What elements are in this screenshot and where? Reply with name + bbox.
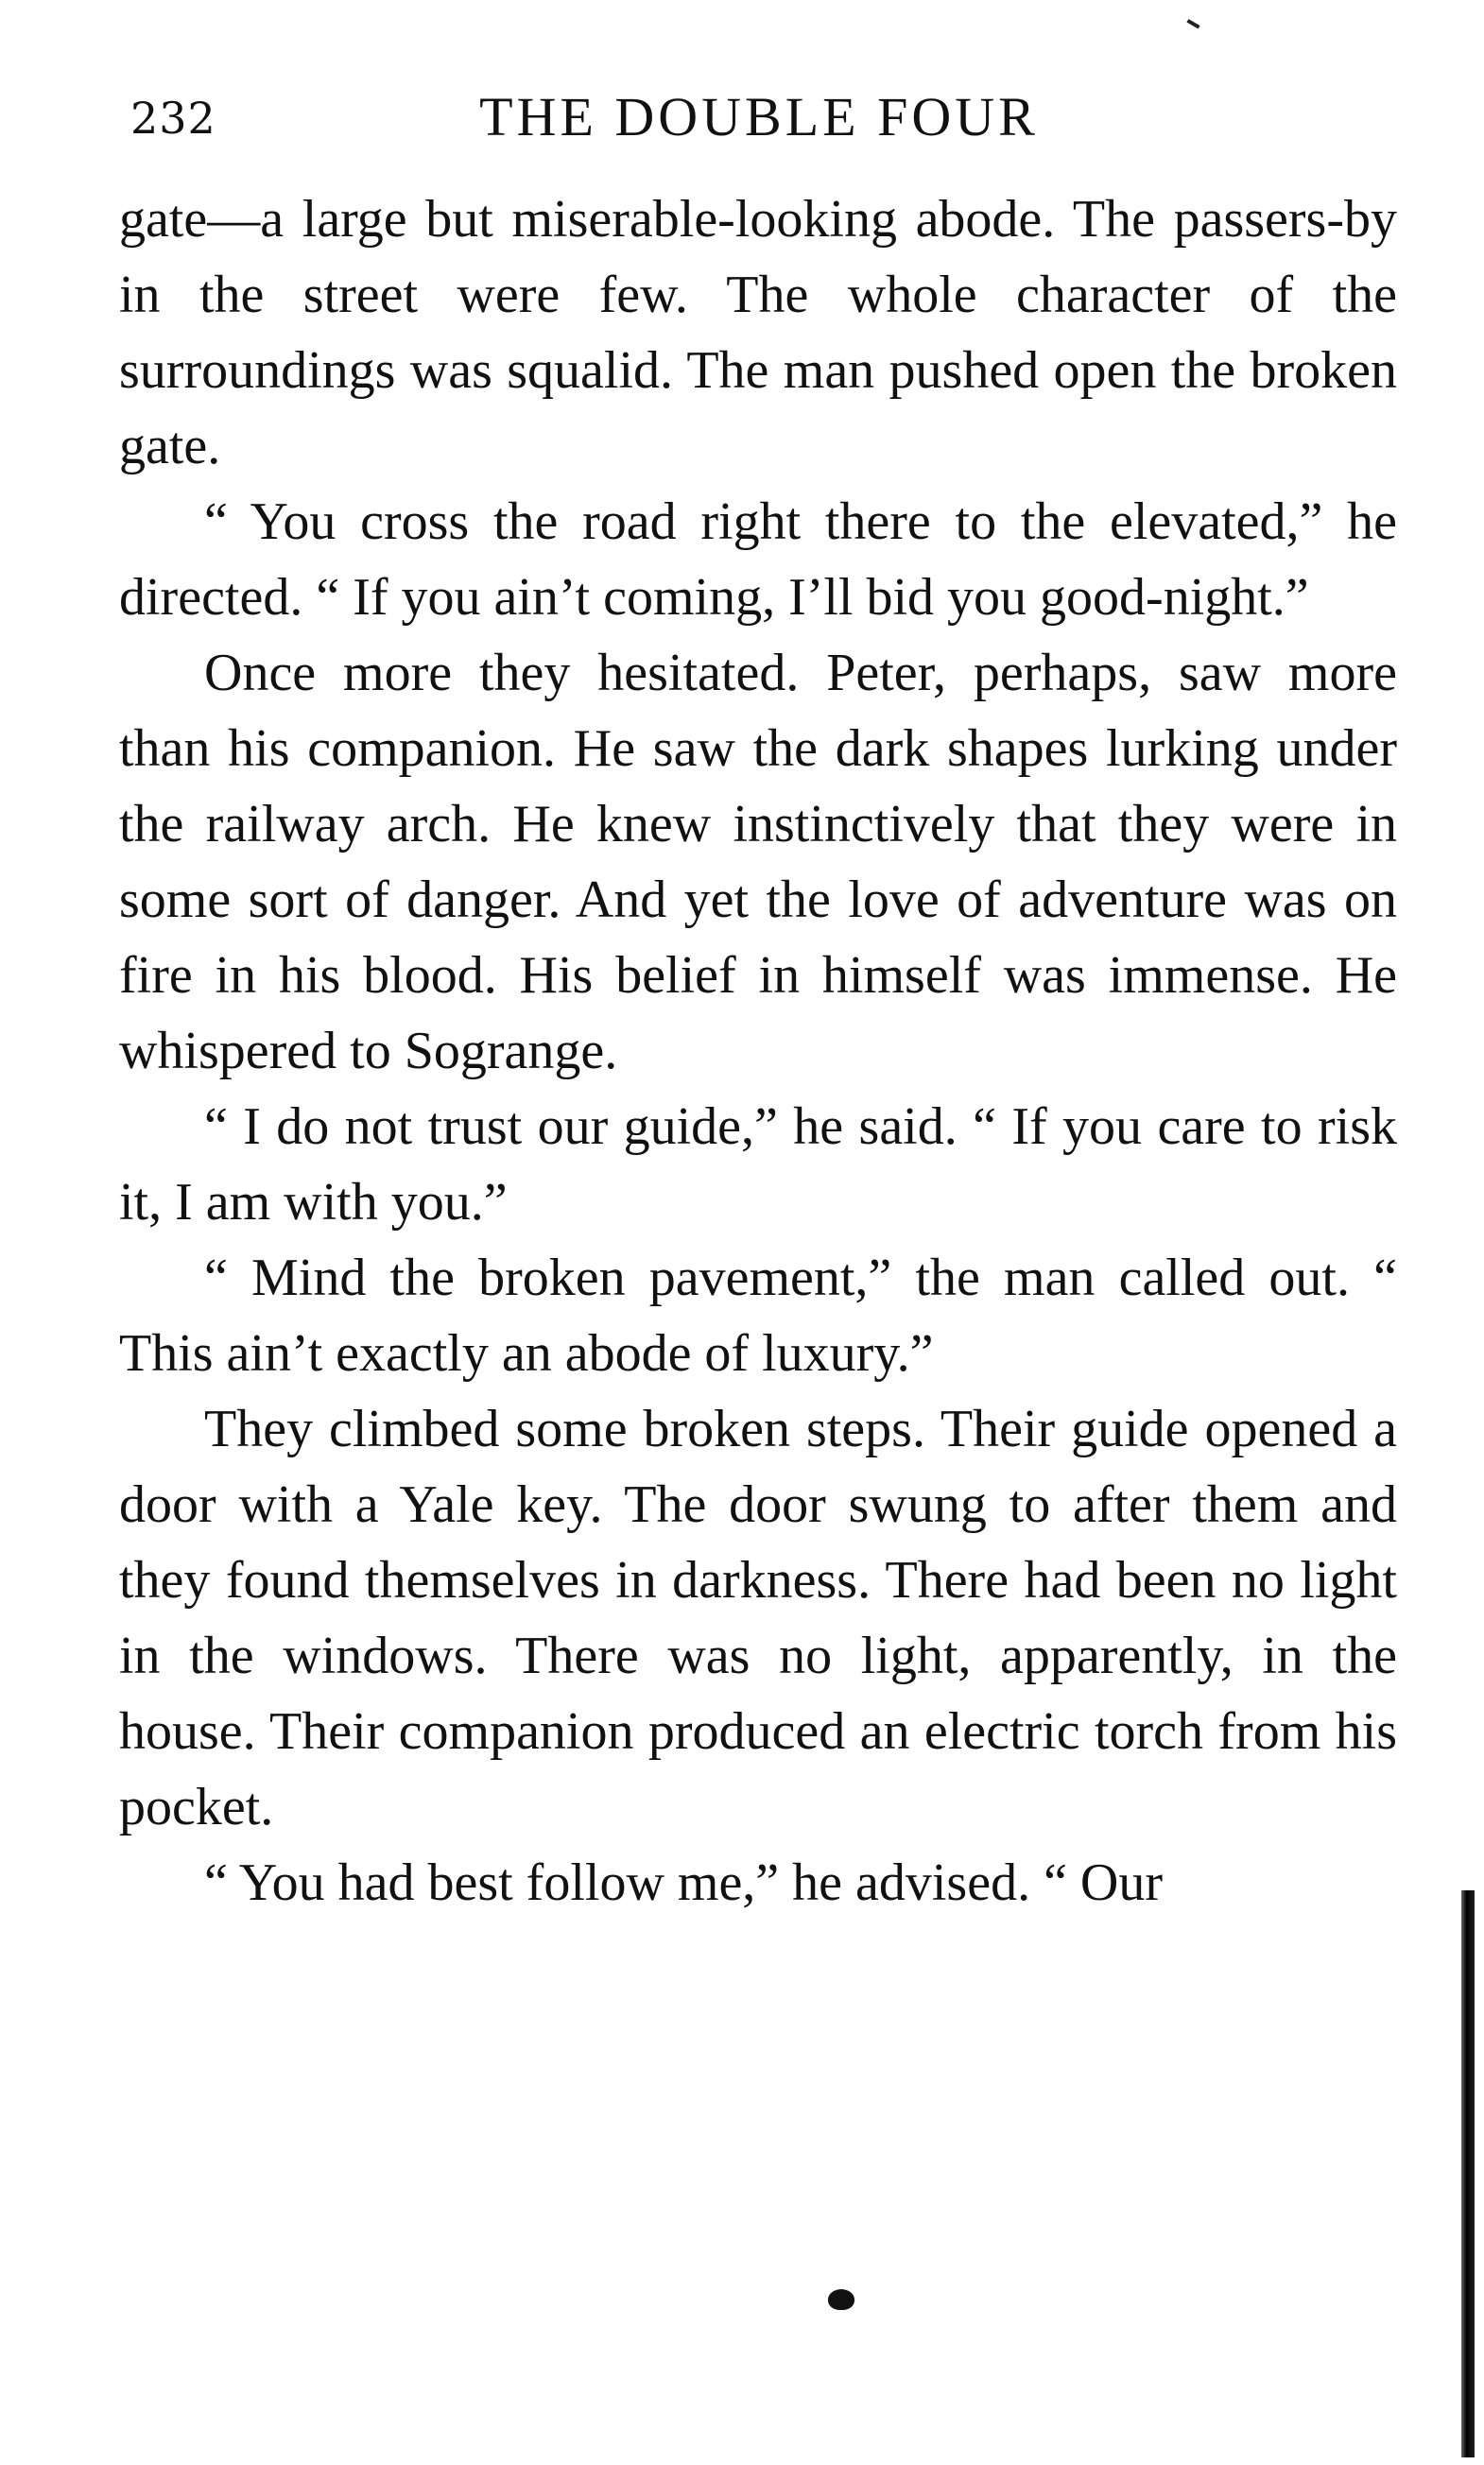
body-text: [119, 181, 1397, 1921]
page-header: [121, 85, 1397, 161]
running-title: THE DOUBLE FOUR: [479, 86, 1039, 147]
paragraph-3: Once more they hesitated. Peter, perhaps, saw more than his companion. He saw the dark shapes lurking under the railway arch. He knew instinctively that they were in some sort of danger. And yet the love of adventure was on fire in his blood. His belief in himself was immense. He whispered to Sogrange.: [119, 644, 1397, 1080]
paragraph-5: “ Mind the broken pavement,” the man called out. “ This ain’t exactly an abode of luxury.”: [119, 1249, 1397, 1383]
printer-ornament: [828, 2289, 854, 2310]
page-edge-shadow: [1461, 1890, 1475, 2457]
paragraph-6: They climbed some broken steps. Their guide opened a door with a Yale key. The door swung to after them and they found themselves in darkness. There had been no light in the windows. There was no light, apparently, in the house. Their companion produced an electric torch from his pocket.: [119, 1400, 1397, 1836]
paragraph-2: “ You cross the road right there to the elevated,” he directed. “ If you ain’t coming, I’ll bid you good-night.”: [119, 492, 1397, 627]
paragraph-4: “ I do not trust our guide,” he said. “ If you care to risk it, I am with you.”: [119, 1097, 1397, 1232]
paragraph-7: “ You had best follow me,” he advised. “ Our: [204, 1853, 1164, 1912]
page-number: 232: [130, 93, 216, 144]
paragraph-1: gate—a large but miserable-looking abode. The passers-by in the street were few. The whole character of the surroundings was squalid. The man pushed open the broken gate.: [119, 190, 1397, 475]
scan-speck: [1186, 10, 1204, 28]
